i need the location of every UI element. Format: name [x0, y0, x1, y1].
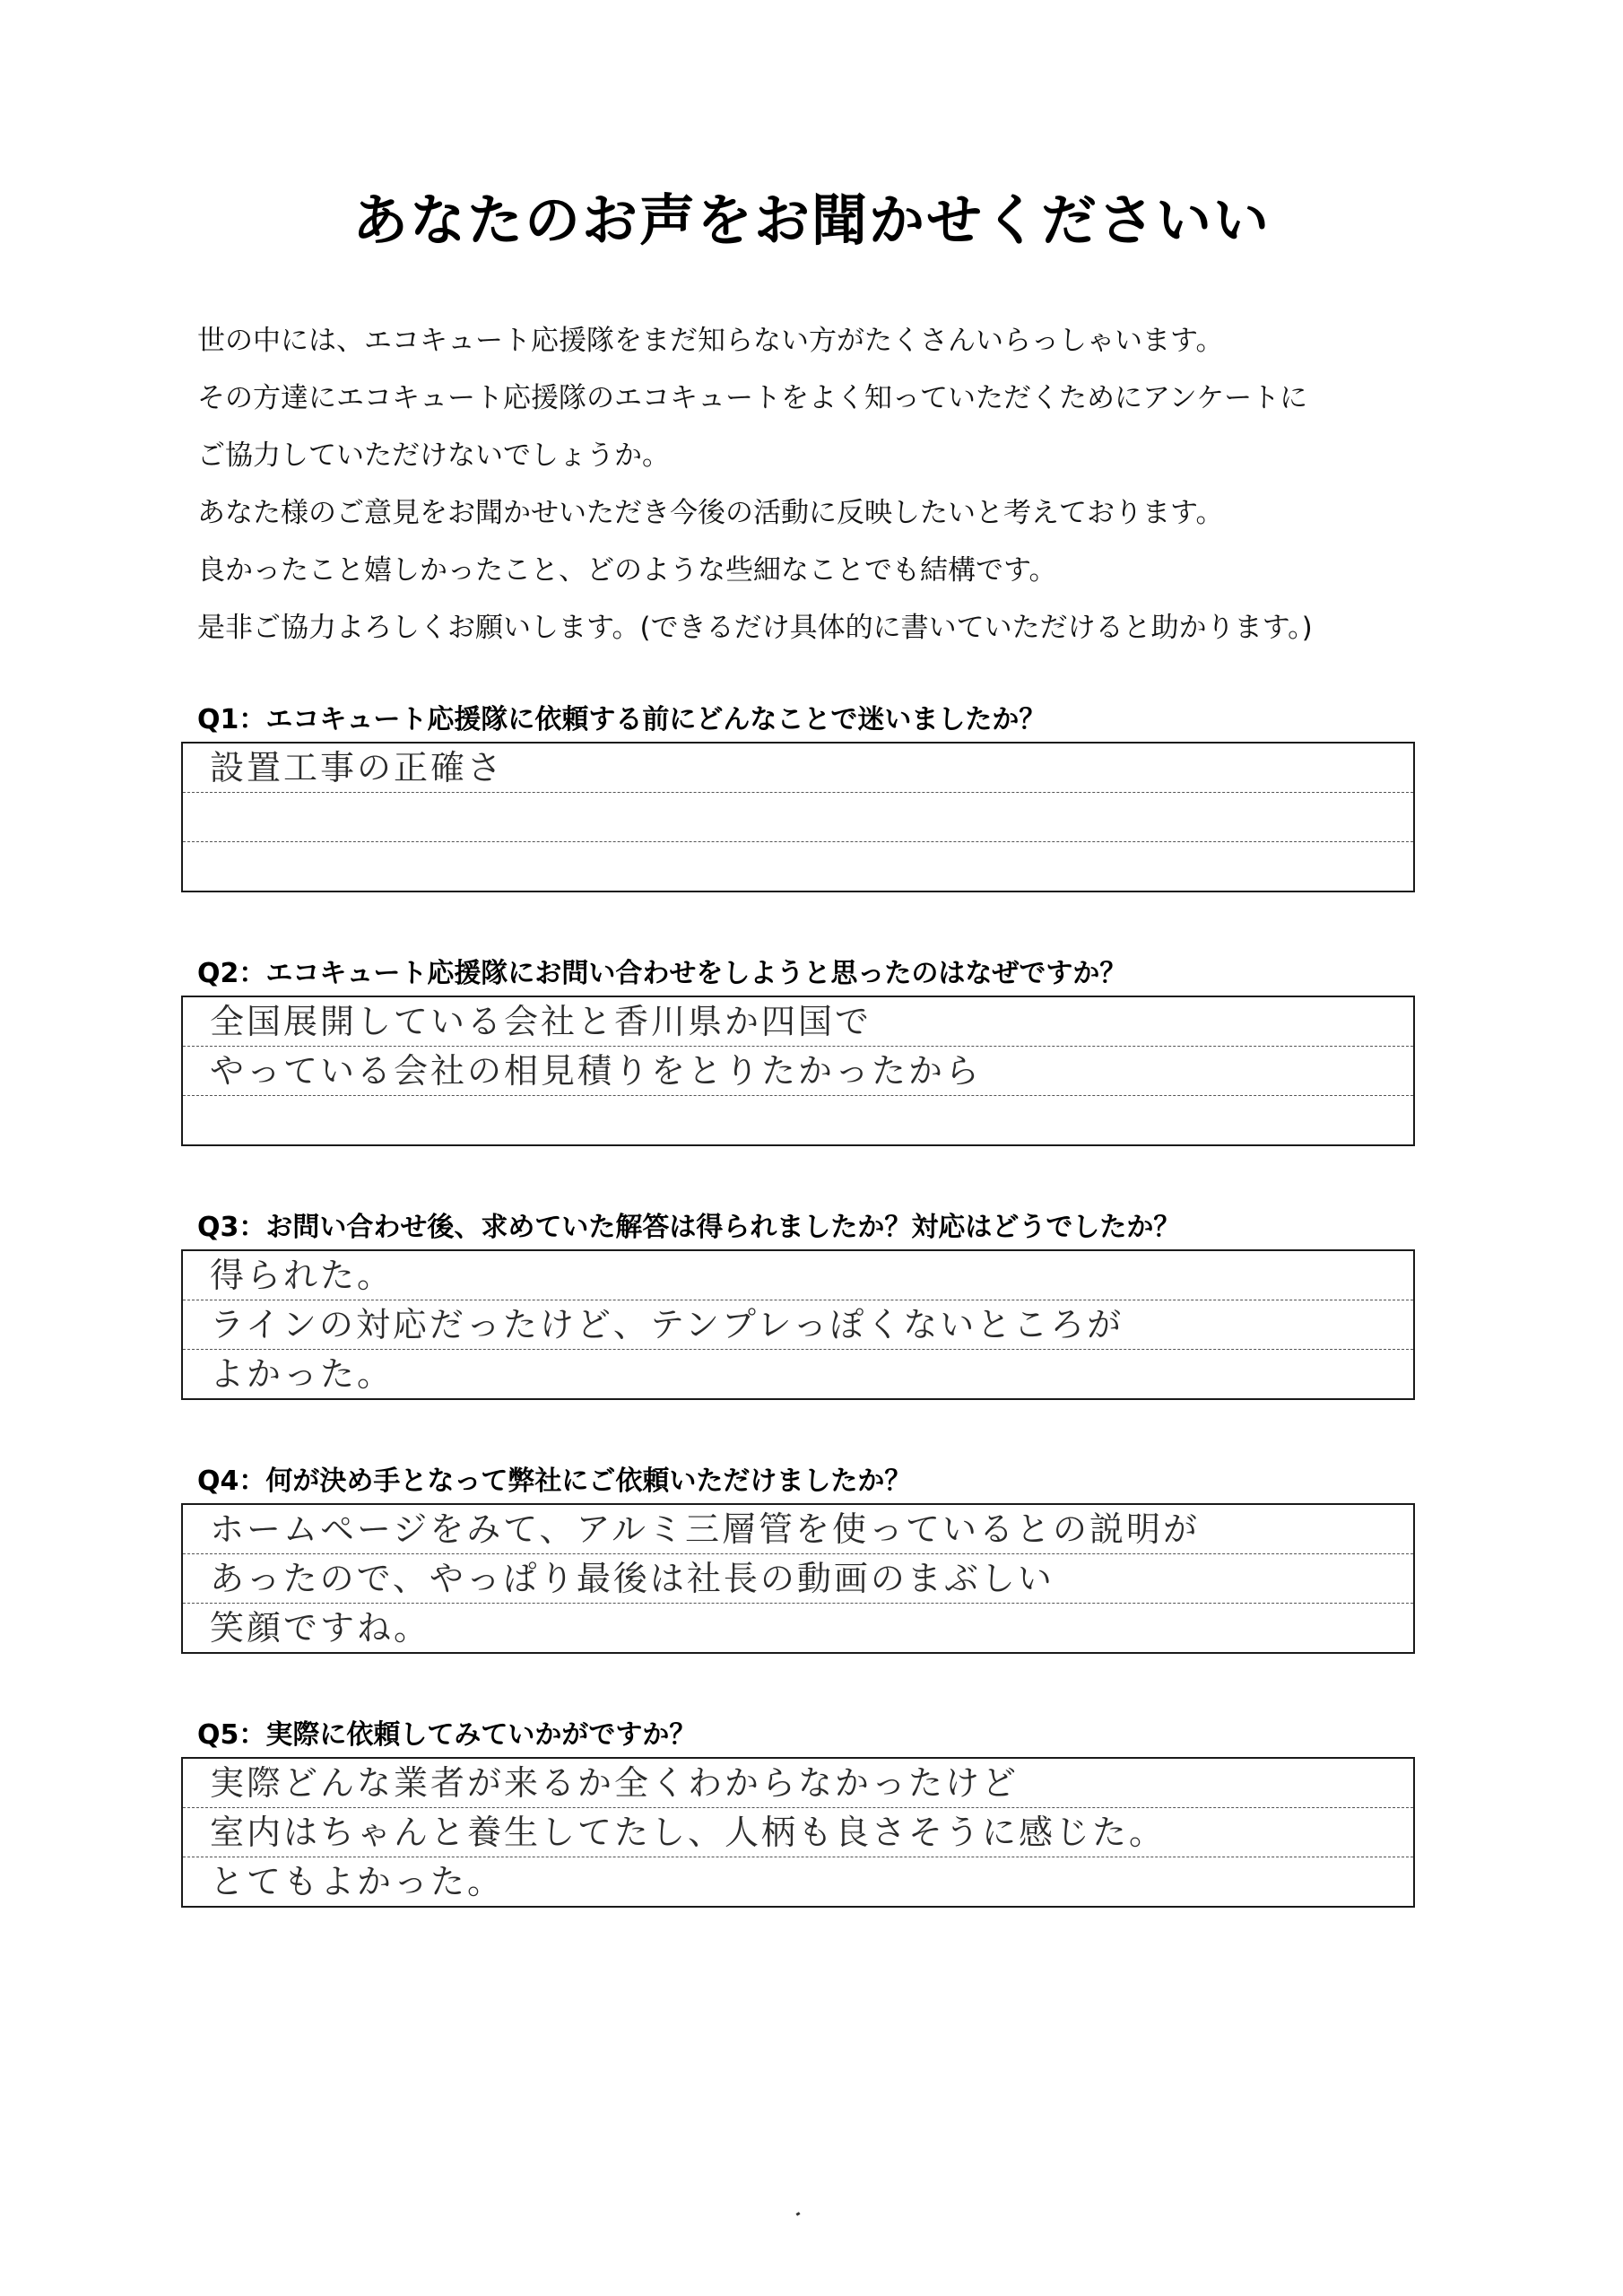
scan-speck	[796, 2212, 801, 2216]
intro-line: その方達にエコキュート応援隊のエコキュートをよく知っていただくためにアンケートに	[197, 382, 1308, 414]
answer-line: 得られた。	[183, 1251, 1413, 1300]
intro-line: ご協力していただけないでしょうか。	[197, 439, 670, 472]
intro-text	[197, 312, 1453, 657]
intro-line: 良かったこと嬉しかったこと、どのような些細なことでも結構です。	[197, 554, 1057, 587]
page-title: あなたのお声をお聞かせくださいい	[352, 187, 1271, 253]
question-label-q4: Q4：何が決め手となって弊社にご依頼いただけましたか？	[197, 1465, 912, 1497]
intro-line: 世の中には、エコキュート応援隊をまだ知らない方がたくさんいらっしゃいます。	[197, 325, 1224, 357]
answer-line: 笑顔ですね。	[210, 1608, 431, 1648]
question-block-q4	[181, 1464, 1419, 1654]
question-label-q3: Q3：お問い合わせ後、求めていた解答は得られましたか？対応はどうでしたか？	[197, 1212, 1181, 1243]
question-block-q3	[181, 1210, 1419, 1400]
answer-line: とてもよかった。	[210, 1862, 505, 1901]
answer-line	[183, 842, 1413, 891]
intro-line: あなた様のご意見をお聞かせいただき今後の活動に反映したいと考えております。	[197, 497, 1224, 529]
answer-box-q1	[181, 742, 1415, 892]
answer-line: 室内はちゃんと養生してたし、人柄も良さそうに感じた。	[183, 1808, 1413, 1857]
question-block-q2	[181, 956, 1419, 1146]
answer-box-q3	[181, 1249, 1415, 1400]
answer-line: よかった。	[210, 1354, 395, 1394]
answer-box-q5	[181, 1757, 1415, 1908]
question-block-q1	[181, 702, 1419, 892]
question-label-q2: Q2：エコキュート応援隊にお問い合わせをしようと思ったのはなぜですか？	[197, 958, 1127, 989]
answer-line: 全国展開している会社と香川県か四国で	[183, 997, 1413, 1047]
answer-line	[183, 1096, 1413, 1145]
question-label-q5: Q5：実際に依頼してみていかがですか？	[197, 1719, 697, 1751]
answer-line: あったので、やっぱり最後は社長の動画のまぶしい	[183, 1554, 1413, 1604]
answer-line: ホームページをみて、アルミ三層管を使っているとの説明が	[183, 1505, 1413, 1554]
answer-line: ラインの対応だったけど、テンプレっぽくないところが	[183, 1300, 1413, 1350]
answer-line	[183, 793, 1413, 842]
intro-line: 是非ご協力よろしくお願いします。(できるだけ具体的に書いていただけると助かります。)	[197, 612, 1313, 644]
question-label-q1: Q1：エコキュート応援隊に依頼する前にどんなことで迷いましたか？	[197, 704, 1046, 735]
answer-line: やっている会社の相見積りをとりたかったから	[183, 1047, 1413, 1096]
answer-box-q2	[181, 996, 1415, 1146]
answer-box-q4	[181, 1503, 1415, 1654]
question-block-q5	[181, 1718, 1419, 1908]
answer-line: 設置工事の正確さ	[183, 744, 1413, 793]
answer-line: 実際どんな業者が来るか全くわからなかったけど	[183, 1759, 1413, 1808]
